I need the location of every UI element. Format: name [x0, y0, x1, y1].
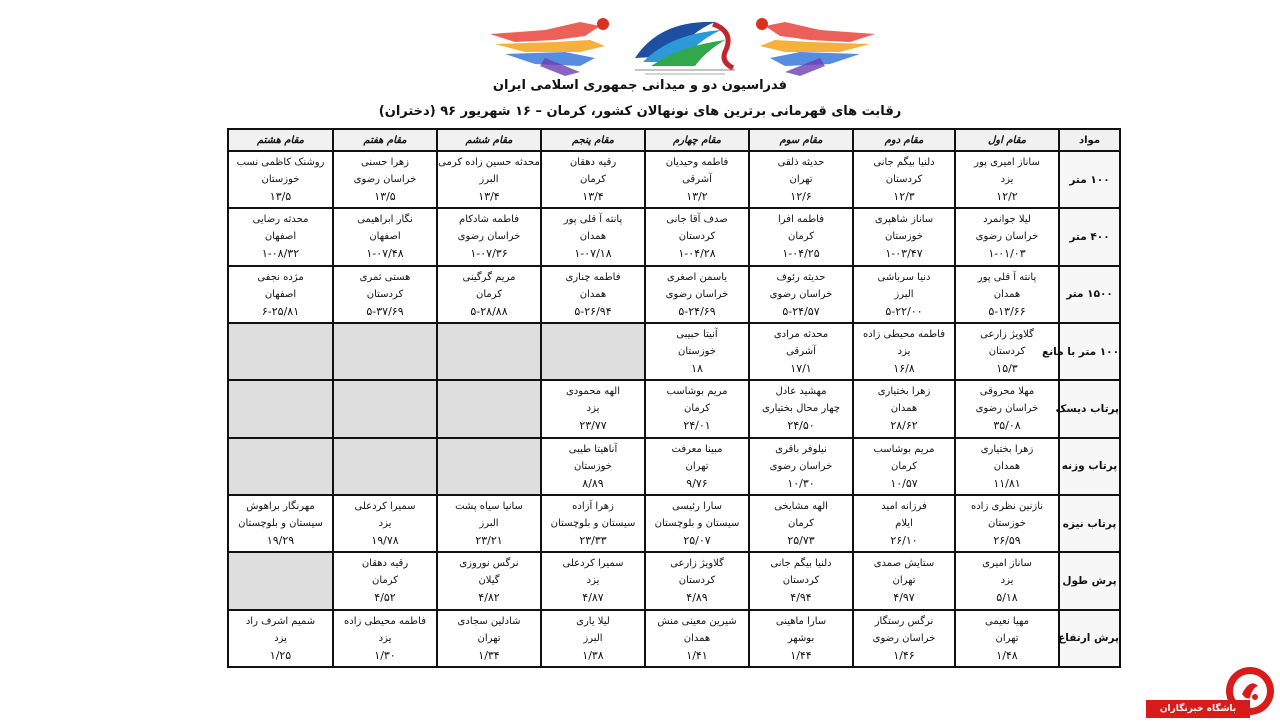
team-name: تهران [789, 174, 813, 186]
team-name: چهار محال بختیاری [761, 403, 841, 415]
result-mark: ۴/۸۹ [686, 591, 708, 605]
athlete-name: مهیا نعیمی [985, 615, 1029, 627]
athlete-name: نازنین نظری زاده [970, 501, 1044, 513]
result-cell [955, 438, 1059, 495]
event-name: پرش ارتفاع [1059, 610, 1120, 667]
event-name: پرتاب وزنه [1059, 438, 1120, 495]
athlete-name: سارا رئیسی [671, 501, 723, 513]
result-cell [437, 208, 541, 265]
result-cell [541, 380, 645, 437]
athlete-name: نگار ابراهیمی [357, 214, 413, 226]
team-name: اصفهان [264, 231, 297, 243]
result-mark: ۱-۰۴/۲۸ [678, 247, 716, 261]
result-cell [955, 495, 1059, 552]
empty-cell [333, 380, 437, 437]
event-name: پرش طول [1059, 552, 1120, 609]
table-row [228, 495, 1120, 552]
result-mark: ۱۰/۵۷ [890, 476, 918, 490]
result-mark: ۱۲/۳ [893, 190, 915, 204]
result-cell [853, 610, 955, 667]
athlete-name: نیلوفر باقری [775, 443, 827, 455]
column-header-place-6: مقام ششم [437, 129, 541, 151]
team-name: خراسان رضوی [975, 231, 1039, 243]
athlete-name: مریم بوشاسب [666, 386, 728, 398]
result-mark: ۱۹/۲۹ [266, 534, 295, 548]
athlete-name: فاطمه محیطی زاده [344, 615, 426, 627]
athlete-name: دنیا سرباشی [877, 271, 931, 283]
team-name: کردستان [988, 346, 1026, 358]
federation-title: فدراسیون دو و میدانی جمهوری اسلامی ایران [492, 78, 788, 93]
athlete-name: شادلین سجادی [457, 615, 521, 627]
athlete-name: نرگس رستگار [874, 615, 934, 627]
result-mark: ۲۴/۵۰ [787, 419, 815, 433]
result-cell [333, 208, 437, 265]
result-cell [228, 610, 333, 667]
event-name: ۱۵۰۰ متر [1059, 266, 1120, 323]
result-cell [541, 552, 645, 609]
event-name: ۴۰۰ متر [1059, 208, 1120, 265]
result-mark: ۵-۱۳/۶۶ [988, 304, 1026, 318]
athlete-name: زهرا حسنی [360, 157, 410, 169]
team-name: خوزستان [574, 460, 612, 472]
result-cell [541, 495, 645, 552]
result-mark: ۱-۰۱/۰۳ [988, 247, 1026, 261]
result-cell [645, 266, 749, 323]
result-cell [437, 552, 541, 609]
result-cell [853, 552, 955, 609]
result-cell [541, 610, 645, 667]
team-name: خراسان رضوی [353, 174, 417, 186]
team-name: البرز [479, 518, 499, 530]
result-mark: ۲۳/۷۷ [579, 419, 607, 433]
result-mark: ۱/۳۴ [478, 648, 500, 662]
result-cell [955, 151, 1059, 208]
result-mark: ۵-۲۸/۸۸ [470, 304, 508, 318]
team-name: کردستان [678, 231, 716, 243]
result-cell [333, 495, 437, 552]
event-name: پرتاب دیسک [1059, 380, 1120, 437]
result-cell [749, 208, 853, 265]
team-name: یزد [586, 403, 600, 415]
federation-emblem-icon [635, 22, 735, 74]
athlete-name: آناهیتا طیبی [568, 443, 618, 455]
result-mark: ۱-۰۸/۳۲ [261, 247, 300, 261]
athlete-name: زهرا بختیاری [877, 386, 931, 398]
result-cell [853, 208, 955, 265]
athlete-name: سمیرا کردعلی [354, 501, 416, 513]
team-name: یزد [897, 346, 911, 358]
team-name: کرمان [683, 403, 711, 415]
result-cell [853, 151, 955, 208]
athlete-name: لیلا یاری [576, 615, 610, 627]
empty-cell [228, 380, 333, 437]
result-mark: ۱/۴۶ [893, 648, 915, 662]
result-cell [541, 151, 645, 208]
result-mark: ۱/۲۵ [269, 648, 292, 662]
result-cell [645, 610, 749, 667]
result-mark: ۱۹/۷۸ [371, 534, 399, 548]
athlete-name: مریم گرگینی [462, 271, 516, 283]
result-cell [955, 208, 1059, 265]
result-mark: ۱-۰۷/۴۸ [366, 247, 404, 261]
result-mark: ۱۳/۵ [374, 190, 396, 204]
athlete-name: دلنیا بیگم جانی [770, 558, 832, 570]
result-mark: ۴/۸۲ [478, 591, 500, 605]
left-runner-icon [490, 18, 609, 76]
team-name: کرمان [475, 288, 503, 300]
result-cell [333, 610, 437, 667]
result-mark: ۱۶/۸ [893, 362, 915, 376]
team-name: کردستان [678, 575, 716, 587]
empty-cell [437, 323, 541, 380]
team-name: کرمان [579, 174, 607, 186]
team-name: کردستان [782, 575, 820, 587]
result-cell [228, 495, 333, 552]
result-mark: ۶-۲۵/۸۱ [261, 304, 300, 318]
athlete-name: مریم بوشاسب [873, 443, 935, 455]
result-cell [645, 208, 749, 265]
result-cell [749, 323, 853, 380]
result-mark: ۵-۲۴/۶۹ [678, 304, 716, 318]
result-mark: ۴/۹۷ [893, 591, 915, 605]
athlete-name: مهلا محروقی [979, 386, 1035, 398]
team-name: آشرقی [786, 346, 816, 358]
result-cell [228, 266, 333, 323]
column-header-place-8: مقام هشتم [228, 129, 333, 151]
athlete-name: الهه مشایخی [774, 501, 828, 513]
result-mark: ۲۵/۰۷ [683, 534, 711, 548]
team-name: خراسان رضوی [769, 460, 833, 472]
result-cell [541, 438, 645, 495]
result-mark: ۲۶/۱۰ [890, 534, 918, 548]
athlete-name: محدثه مرادی [773, 329, 829, 341]
event-name: ۱۰۰ متر [1059, 151, 1120, 208]
team-name: تهران [685, 460, 709, 472]
empty-cell [228, 323, 333, 380]
result-cell [955, 380, 1059, 437]
athlete-name: گلاویژ زارعی [980, 329, 1034, 341]
athlete-name: شیرین معینی منش [657, 615, 737, 627]
team-name: همدان [579, 231, 607, 243]
team-name: یزد [378, 632, 392, 644]
column-header-place-5: مقام پنجم [541, 129, 645, 151]
athlete-name: ساناز امیری پور [974, 157, 1040, 169]
result-cell [853, 495, 955, 552]
table-row [228, 552, 1120, 609]
team-name: البرز [894, 288, 914, 300]
result-mark: ۹/۷۶ [686, 476, 708, 490]
result-cell [437, 266, 541, 323]
result-mark: ۱/۴۸ [996, 648, 1018, 662]
result-cell [853, 438, 955, 495]
athlete-name: فاطمه چناری [565, 271, 621, 283]
result-cell [437, 610, 541, 667]
result-cell [749, 610, 853, 667]
athlete-name: آنیتا حبیبی [676, 329, 718, 341]
athlete-name: محدثه رضایی [252, 214, 309, 226]
team-name: تهران [892, 575, 916, 587]
athlete-name: پانته آ قلی پور [563, 214, 623, 226]
runner-logos-image [485, 12, 880, 78]
result-mark: ۱۳/۴ [478, 190, 500, 204]
table-row [228, 266, 1120, 323]
result-cell [749, 151, 853, 208]
team-name: خوزستان [678, 346, 716, 358]
result-mark: ۱-۰۳/۴۷ [885, 247, 923, 261]
athlete-name: مهشید عادل [775, 386, 827, 398]
result-cell [645, 552, 749, 609]
result-cell [333, 266, 437, 323]
team-name: همدان [683, 632, 711, 644]
result-cell [853, 323, 955, 380]
athlete-name: فرزانه امید [881, 501, 927, 513]
athlete-name: سارا ماهینی [775, 615, 827, 627]
result-mark: ۳۵/۰۸ [993, 419, 1021, 433]
result-cell [645, 438, 749, 495]
result-cell [749, 495, 853, 552]
team-name: سیستان و بلوچستان [654, 518, 740, 530]
team-name: خراسان رضوی [975, 403, 1039, 415]
athlete-name: فاطمه افرا [778, 214, 824, 226]
results-table [227, 128, 1121, 668]
result-mark: ۱۰/۳۰ [787, 476, 815, 490]
team-name: یزد [1000, 575, 1014, 587]
result-cell [645, 380, 749, 437]
athlete-name: زهرا بختیاری [980, 443, 1034, 455]
result-mark: ۵-۲۶/۹۴ [574, 304, 612, 318]
result-mark: ۱/۳۰ [374, 648, 396, 662]
team-name: خوزستان [988, 518, 1026, 530]
athlete-name: رقیه دهقان [569, 157, 617, 169]
result-mark: ۲۸/۶۲ [890, 419, 918, 433]
team-name: سیستان و بلوچستان [238, 518, 323, 530]
team-name: سیستان و بلوچستان [550, 518, 636, 530]
result-mark: ۵-۳۷/۶۹ [366, 304, 404, 318]
event-name: پرتاب نیزه [1059, 495, 1120, 552]
athlete-name: گلاویژ زارعی [670, 558, 724, 570]
competition-title: رقابت های قهرمانی برترین های نونهالان کشور، کرمان – ۱۶ شهریور ۹۶ (دختران) [378, 104, 902, 119]
team-name: کرمان [787, 518, 815, 530]
athlete-name: فاطمه وحیدیان [665, 157, 729, 169]
result-mark: ۴/۵۲ [374, 591, 396, 605]
team-name: یزد [586, 575, 600, 587]
column-header-place-7: مقام هفتم [333, 129, 437, 151]
team-name: خراسان رضوی [457, 231, 521, 243]
athlete-name: سمیرا کردعلی [562, 558, 624, 570]
team-name: خراسان رضوی [872, 632, 936, 644]
result-cell [749, 552, 853, 609]
table-row [228, 151, 1120, 208]
right-runner-icon [756, 18, 875, 76]
athlete-name: زهرا آزاده [572, 501, 614, 513]
result-mark: ۱۱/۸۱ [993, 476, 1021, 490]
team-name: یزد [274, 632, 287, 644]
result-cell [955, 610, 1059, 667]
athlete-name: پانته آ قلی پور [977, 271, 1037, 283]
result-cell [333, 552, 437, 609]
team-name: اصفهان [369, 231, 401, 243]
athlete-name: رقیه دهقان [361, 558, 409, 570]
result-mark: ۱/۴۴ [790, 648, 812, 662]
result-mark: ۴/۹۴ [790, 591, 812, 605]
result-mark: ۱-۰۴/۲۵ [782, 247, 820, 261]
team-name: بوشهر [787, 632, 815, 644]
athlete-name: نرگس نوروزی [459, 558, 519, 570]
table-row [228, 438, 1120, 495]
team-name: ایلام [895, 518, 913, 530]
team-name: کردستان [885, 174, 923, 186]
result-mark: ۲۴/۰۱ [683, 419, 711, 433]
empty-cell [437, 438, 541, 495]
team-name: خراسان رضوی [665, 288, 729, 300]
result-mark: ۱-۰۷/۱۸ [574, 247, 612, 261]
team-name: اصفهان [264, 288, 297, 300]
athlete-name: ستایش صمدی [873, 558, 935, 570]
column-header-place-1: مقام اول [955, 129, 1059, 151]
table-row [228, 610, 1120, 667]
athlete-name: فاطمه محیطی زاده [863, 329, 945, 341]
column-header-place-4: مقام چهارم [645, 129, 749, 151]
team-name: تهران [995, 632, 1019, 644]
team-name: البرز [479, 174, 499, 186]
athlete-name: سانیا سیاه پشت [455, 501, 523, 513]
athlete-name: لیلا جوانمرد [983, 214, 1031, 226]
result-cell [853, 380, 955, 437]
watermark-label: باشگاه خبرنگاران [1146, 700, 1250, 718]
result-mark: ۵-۲۲/۰۰ [885, 304, 923, 318]
team-name: خوزستان [261, 174, 300, 186]
athlete-name: محدثه حسین زاده کرمی [438, 157, 540, 169]
result-cell [853, 266, 955, 323]
empty-cell [333, 323, 437, 380]
team-name: یزد [378, 518, 392, 530]
result-mark: ۲۵/۷۳ [787, 534, 815, 548]
result-cell [437, 495, 541, 552]
result-mark: ۲۳/۳۳ [579, 534, 607, 548]
result-mark: ۱۵/۳ [996, 362, 1018, 376]
result-cell [955, 552, 1059, 609]
table-row [228, 208, 1120, 265]
result-cell [645, 151, 749, 208]
result-mark: ۱/۳۸ [582, 648, 604, 662]
result-cell [228, 208, 333, 265]
federation-logo-band [485, 12, 880, 78]
team-name: همدان [579, 288, 607, 300]
result-cell [749, 438, 853, 495]
athlete-name: مهرنگار براهوش [246, 501, 315, 513]
team-name: تهران [477, 632, 501, 644]
event-name: ۱۰۰ متر با مانع [1059, 323, 1120, 380]
team-name: البرز [583, 632, 603, 644]
empty-cell [437, 380, 541, 437]
column-header-place-3: مقام سوم [749, 129, 853, 151]
result-cell [437, 151, 541, 208]
team-name: آشرقی [682, 174, 712, 186]
result-mark: ۱۳/۲ [686, 190, 708, 204]
athlete-name: فاطمه شادکام [459, 214, 519, 226]
result-mark: ۵/۱۸ [996, 591, 1018, 605]
result-mark: ۱-۰۷/۳۶ [470, 247, 508, 261]
result-mark: ۸/۸۹ [582, 476, 604, 490]
result-mark: ۱۳/۵ [269, 190, 292, 204]
column-header-place-2: مقام دوم [853, 129, 955, 151]
result-cell [228, 151, 333, 208]
team-name: کرمان [890, 460, 918, 472]
team-name: همدان [993, 460, 1021, 472]
result-cell [541, 266, 645, 323]
athlete-name: حدیثه رئوف [776, 271, 826, 283]
athlete-name: روشنک کاظمی نسب [236, 157, 325, 169]
team-name: خراسان رضوی [769, 288, 833, 300]
athlete-name: مبینا معرفت [671, 443, 723, 455]
athlete-name: هستی ثمری [359, 271, 411, 283]
result-mark: ۱۸ [691, 362, 703, 376]
result-mark: ۴/۸۷ [582, 591, 604, 605]
athlete-name: صدف آقا جانی [666, 214, 728, 226]
result-mark: ۲۳/۲۱ [475, 534, 503, 548]
team-name: خوزستان [885, 231, 923, 243]
team-name: گیلان [478, 575, 500, 587]
result-cell [645, 495, 749, 552]
result-mark: ۲۶/۵۹ [993, 534, 1021, 548]
column-header-event: مواد [1059, 129, 1120, 151]
empty-cell [333, 438, 437, 495]
result-mark: ۱۷/۱ [790, 362, 812, 376]
table-row [228, 380, 1120, 437]
result-mark: ۱/۴۱ [686, 648, 708, 662]
empty-cell [228, 552, 333, 609]
table-row [228, 323, 1120, 380]
athlete-name: حدیثه ذلقی [777, 157, 825, 169]
result-cell [541, 208, 645, 265]
empty-cell [541, 323, 645, 380]
result-mark: ۱۳/۴ [582, 190, 604, 204]
athlete-name: ساناز امیری [982, 558, 1032, 570]
result-cell [333, 151, 437, 208]
athlete-name: ساناز شاهپری [874, 214, 934, 226]
result-mark: ۱۲/۲ [996, 190, 1018, 204]
team-name: کردستان [366, 288, 404, 300]
result-cell [749, 266, 853, 323]
result-cell [645, 323, 749, 380]
team-name: کرمان [371, 575, 399, 587]
empty-cell [228, 438, 333, 495]
athlete-name: الهه محمودی [565, 386, 620, 398]
athlete-name: یاسمن اصغری [666, 271, 728, 283]
table-header-row [228, 129, 1120, 151]
athlete-name: دلنیا بیگم جانی [873, 157, 935, 169]
result-cell [955, 266, 1059, 323]
athlete-name: مژده نجفی [257, 271, 304, 283]
team-name: همدان [890, 403, 918, 415]
team-name: همدان [993, 288, 1021, 300]
athlete-name: شمیم اشرف راد [245, 615, 316, 627]
result-cell [749, 380, 853, 437]
result-mark: ۵-۲۴/۵۷ [782, 304, 820, 318]
team-name: کرمان [787, 231, 815, 243]
result-mark: ۱۲/۶ [790, 190, 812, 204]
team-name: یزد [1000, 174, 1014, 186]
